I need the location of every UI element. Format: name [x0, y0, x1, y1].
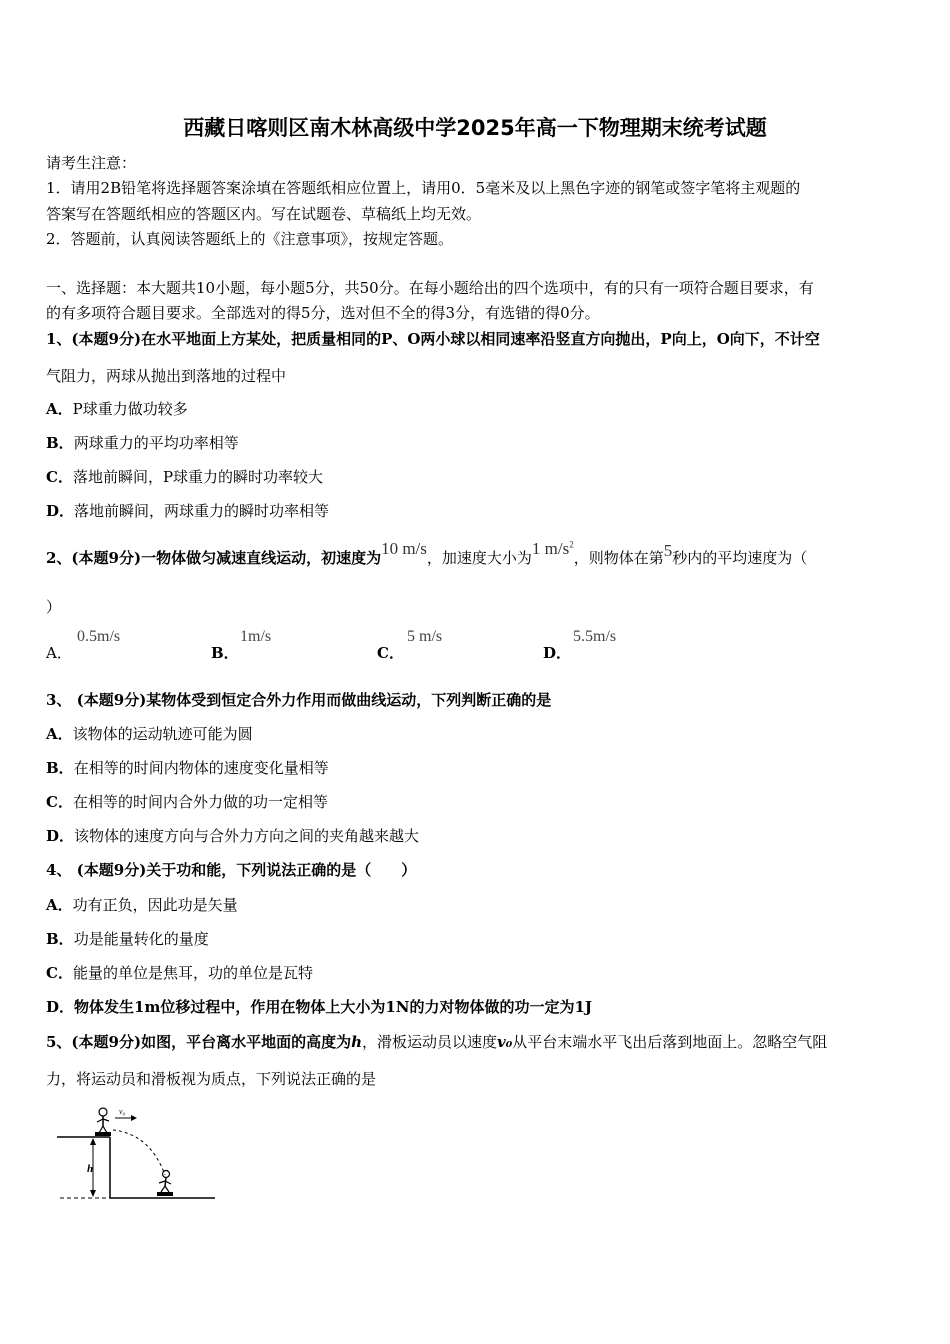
section-heading: 一、选择题：本大题共10小题，每小题5分，共50分。在每小题给出的四个选项中，有的只有一项符合题目要求，有	[46, 279, 814, 297]
q1-option-a: A．P球重力做功较多	[46, 400, 188, 418]
question-2: 2、(本题9分)一物体做匀减速直线运动，初速度为10 m/s，加速度大小为1 $m/s^2$，则物体在第5秒内的平均速度为（	[46, 539, 808, 567]
question-1-cont: 气阻力，两球从抛出到落地的过程中	[46, 367, 287, 385]
page-title: 西藏日喀则区南木林高级中学2025年高一下物理期末统考试题	[183, 116, 767, 140]
question-5-cont: 力，将运动员和滑板视为质点，下列说法正确的是	[46, 1070, 377, 1088]
q4-option-d: D．物体发生1m位移过程中，作用在物体上大小为1N的力对物体做的功一定为1J	[46, 998, 593, 1016]
question-3: 3、 (本题9分)某物体受到恒定合外力作用而做曲线运动，下列判断正确的是	[46, 691, 552, 709]
velocity-label: v₀	[119, 1107, 126, 1116]
q4-option-b: B．功是能量转化的量度	[46, 930, 209, 948]
skater-start-icon	[95, 1108, 111, 1136]
q2-option-d-value: 5.5m/s	[573, 628, 617, 645]
q3-option-b: B．在相等的时间内物体的速度变化量相等	[46, 759, 329, 777]
q3-option-c: C．在相等的时间内合外力做的功一定相等	[46, 793, 328, 811]
q2-option-c-value: 5 m/s	[407, 628, 443, 645]
acceleration-value: 1 $m/s^2$	[531, 539, 574, 558]
height-label: h	[87, 1163, 94, 1175]
section-heading-cont: 的有多项符合题目要求。全部选对的得5分，选对但不全的得3分，有选错的得0分。	[46, 304, 600, 322]
q2-option-b-letter: B．	[211, 644, 239, 662]
q1-option-b: B．两球重力的平均功率相等	[46, 434, 239, 452]
q3-option-d: D．该物体的速度方向与合外力方向之间的夹角越来越大	[46, 827, 420, 845]
q1-option-d: D．落地前瞬间，两球重力的瞬时功率相等	[46, 502, 330, 520]
q4-option-c: C．能量的单位是焦耳，功的单位是瓦特	[46, 964, 313, 982]
skateboard-diagram	[55, 1100, 220, 1210]
q2-option-a-value: 0.5m/s	[77, 628, 121, 645]
q1-option-c: C．落地前瞬间，P球重力的瞬时功率较大	[46, 468, 324, 486]
question-1: 1、(本题9分)在水平地面上方某处，把质量相同的P、O两小球以相同速率沿竖直方向抛出，P向上，O向下，不计空	[46, 330, 820, 348]
trajectory-path	[113, 1130, 165, 1175]
question-5: 5、(本题9分)如图，平台离水平地面的高度为h，滑板运动员以速度v₀从平台末端水平飞出后落到地面上。忽略空气阻	[46, 1033, 828, 1051]
q2-option-b-value: 1m/s	[240, 628, 272, 645]
notice-item-1-cont: 答案写在答题纸相应的答题区内。写在试题卷、草稿纸上均无效。	[46, 205, 482, 223]
question-4: 4、 (本题9分)关于功和能，下列说法正确的是（ ）	[46, 861, 417, 879]
notice-item-2: 2．答题前，认真阅读答题纸上的《注意事项》，按规定答题。	[46, 230, 454, 248]
notice-item-1: 1．请用2B铅笔将选择题答案涂填在答题纸相应位置上，请用0．5毫米及以上黑色字迹的钢笔或签字笔将主观题的	[46, 179, 801, 197]
q2-option-a-letter: A．	[46, 644, 72, 662]
q2-option-d-letter: D．	[543, 644, 572, 662]
q2-option-c-letter: C．	[377, 644, 404, 662]
question-2-cont: ）	[46, 598, 62, 616]
q3-option-a: A．该物体的运动轨迹可能为圆	[46, 725, 253, 743]
q4-option-a: A．功有正负，因此功是矢量	[46, 896, 238, 914]
notice-heading: 请考生注意：	[46, 154, 137, 172]
